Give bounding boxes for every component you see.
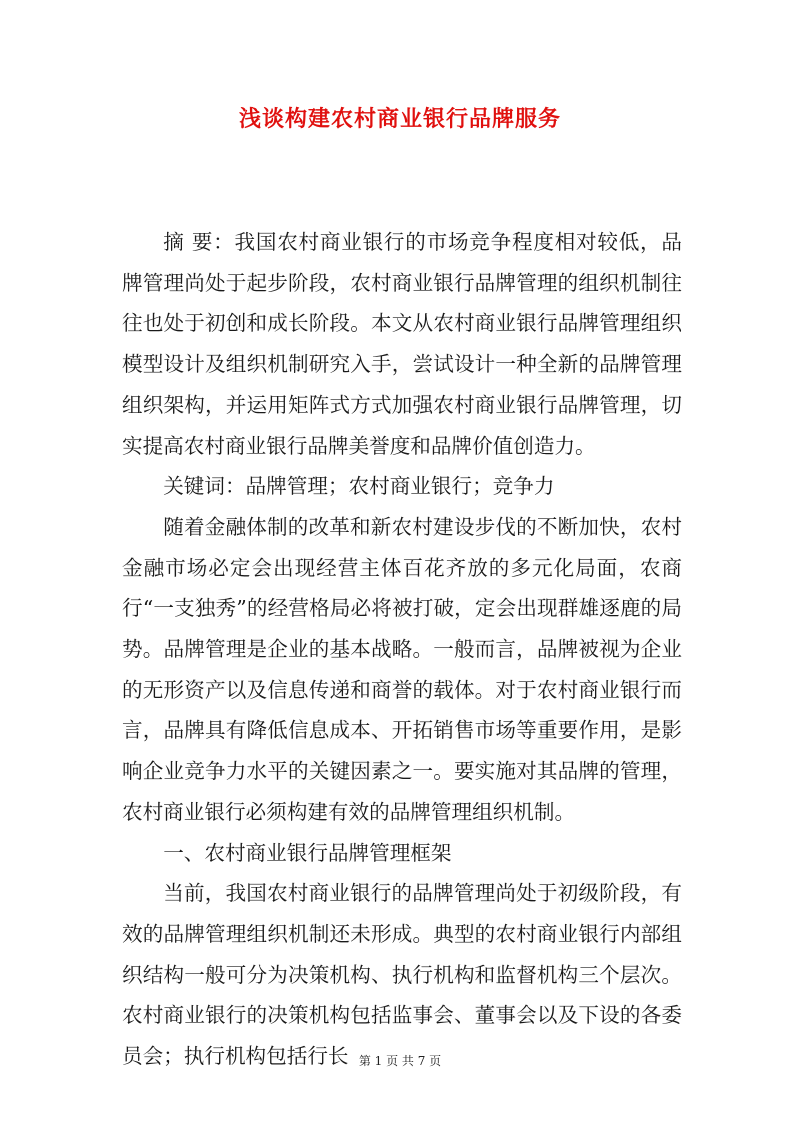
section-paragraph: 当前，我国农村商业银行的品牌管理尚处于初级阶段，有效的品牌管理组织机制还未形成。典型的农村商业银行内部组织结构一般可分为决策机构、执行机构和监督机构三个层次。农村商业银行的决策机构包括监事会、董事会以及下设的各委员会；执行机构包括行长 [122,881,682,1069]
document-body [122,222,682,1077]
page-footer: 第 1 页 共 7 页 [358,1054,442,1068]
abstract-paragraph: 摘 要：我国农村商业银行的市场竞争程度相对较低，品牌管理尚处于起步阶段，农村商业银行品牌管理的组织机制往往也处于初创和成长阶段。本文从农村商业银行品牌管理组织模型设计及组织机制研究入手，尝试设计一种全新的品牌管理组织架构，并运用矩阵式方式加强农村商业银行品牌管理，切实提高农村商业银行品牌美誉度和品牌价值创造力。 [122,230,682,458]
section-heading: 一、农村商业银行品牌管理框架 [163,840,452,865]
intro-paragraph: 随着金融体制的改革和新农村建设步伐的不断加快，农村金融市场必定会出现经营主体百花齐放的多元化局面，农商行“一支独秀”的经营格局必将被打破，定会出现群雄逐鹿的局势。品牌管理是企业的基本战略。一般而言，品牌被视为企业的无形资产以及信息传递和商誉的载体。对于农村商业银行而言，品牌具有降低信息成本、开拓销售市场等重要作用，是影响企业竞争力水平的关键因素之一。要实施对其品牌的管理，农村商业银行必须构建有效的品牌管理组织机制。 [122,514,682,824]
document-title: 浅谈构建农村商业银行品牌服务 [238,106,561,132]
keywords-paragraph: 关键词：品牌管理；农村商业银行；竞争力 [163,474,555,499]
